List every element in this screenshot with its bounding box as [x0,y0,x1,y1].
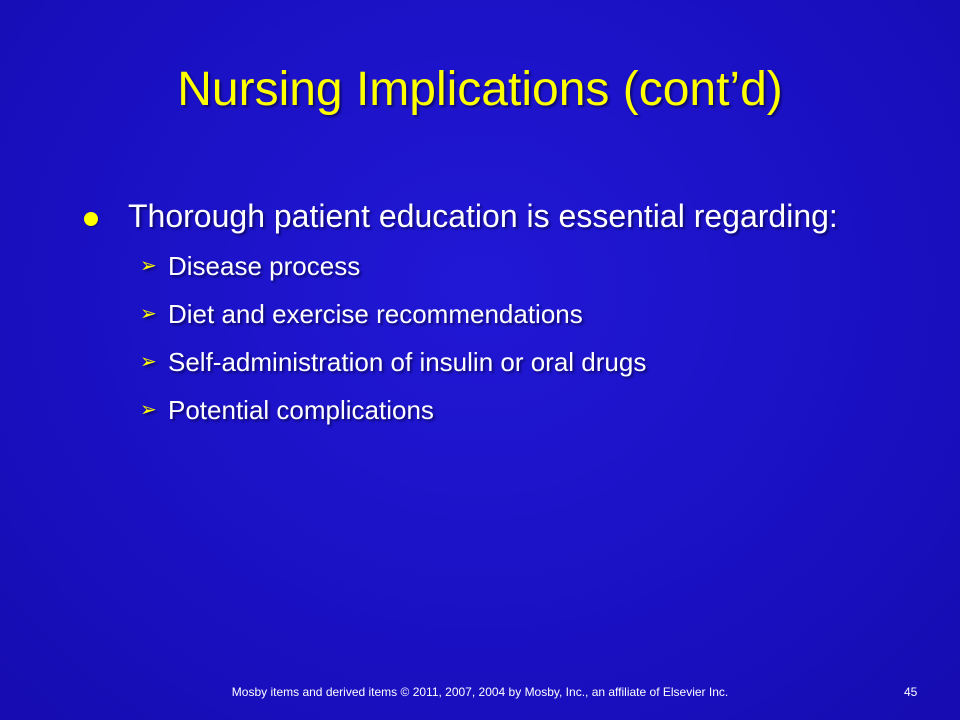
arrowhead-bullet-icon: ➢ [140,303,157,325]
sub-bullet-item [140,248,904,284]
main-bullet-text: Thorough patient education is essential regarding: [128,198,838,234]
sub-bullet-text: Self-administration of insulin or oral drugs [168,347,647,377]
slide-title: Nursing Implications (cont’d) [177,63,783,116]
arrowhead-bullet-icon: ➢ [140,255,157,277]
page-number: 45 [904,685,918,699]
sub-bullet-item [140,344,904,380]
arrowhead-bullet-icon: ➢ [140,399,157,421]
main-bullet-item [84,196,904,236]
sub-bullet-text: Diet and exercise recommendations [168,299,583,329]
sub-bullet-item [140,392,904,428]
copyright-footer: Mosby items and derived items © 2011, 2007, 2004 by Mosby, Inc., an affiliate of Elsevier Inc. [231,685,729,699]
sub-bullet-list [84,248,904,428]
sub-bullet-text: Potential complications [168,395,434,425]
sub-bullet-text: Disease process [168,251,361,281]
sub-bullet-item [140,296,904,332]
filled-circle-bullet-icon [84,212,98,226]
slide-body [84,196,904,440]
arrowhead-bullet-icon: ➢ [140,351,157,373]
